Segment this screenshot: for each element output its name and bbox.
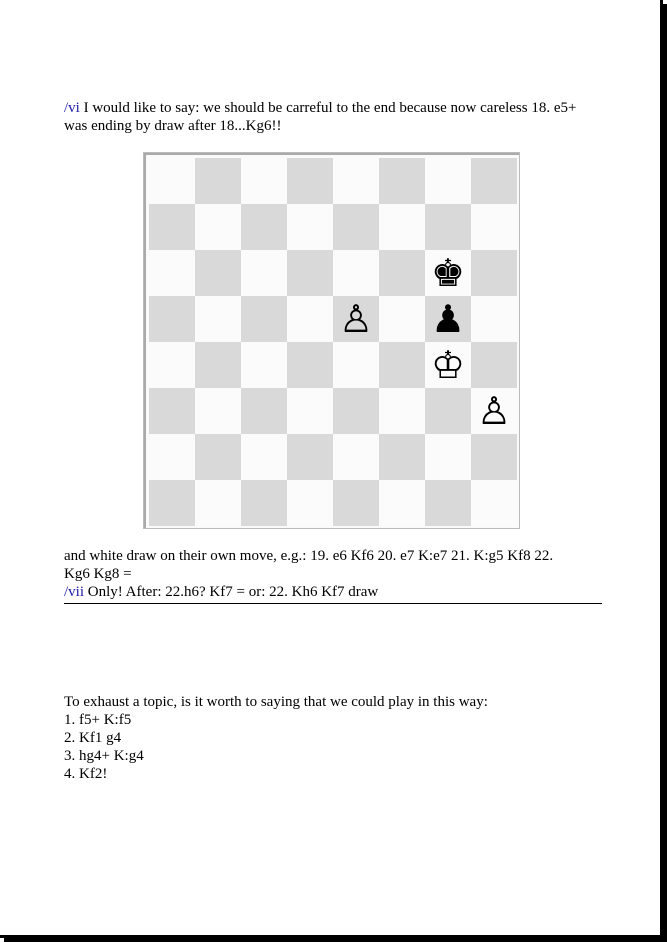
square-b6 (195, 250, 241, 296)
square-b1 (195, 480, 241, 526)
note-vi-text: I would like to say: we should be carreful to the end because now careless 18. e5+ (79, 100, 577, 116)
square-g2 (425, 434, 471, 480)
white-king-icon: ♔ (430, 343, 466, 387)
black-pawn-icon: ♟ (430, 297, 466, 341)
move-line: 4. Kf2! (64, 766, 108, 782)
square-a1 (149, 480, 195, 526)
square-c4 (241, 342, 287, 388)
square-c2 (241, 434, 287, 480)
note-vii-reference: /vii (64, 584, 85, 600)
square-d1 (287, 480, 333, 526)
square-d6 (287, 250, 333, 296)
white-pawn-icon: ♙ (338, 297, 374, 341)
square-c7 (241, 204, 287, 250)
note-vii-line (64, 584, 378, 601)
square-a3 (149, 388, 195, 434)
square-b7 (195, 204, 241, 250)
square-c1 (241, 480, 287, 526)
note-vi-line-2: was ending by draw after 18...Kg6!! (64, 118, 282, 134)
square-d4 (287, 342, 333, 388)
square-g8 (425, 158, 471, 204)
square-f2 (379, 434, 425, 480)
square-e2 (333, 434, 379, 480)
square-f5 (379, 296, 425, 342)
square-c8 (241, 158, 287, 204)
square-e3 (333, 388, 379, 434)
square-f4 (379, 342, 425, 388)
black-king-icon: ♚ (430, 251, 466, 295)
square-e8 (333, 158, 379, 204)
square-b3 (195, 388, 241, 434)
square-f1 (379, 480, 425, 526)
square-e4 (333, 342, 379, 388)
footnote-divider (64, 603, 602, 604)
after-diagram-line-2: Kg6 Kg8 = (64, 566, 132, 582)
square-c5 (241, 296, 287, 342)
square-h7 (471, 204, 517, 250)
square-d8 (287, 158, 333, 204)
square-c6 (241, 250, 287, 296)
square-g6 (425, 250, 471, 296)
white-pawn-icon: ♙ (476, 389, 512, 433)
note-vii-text: Only! After: 22.h6? Kf7 = or: 22. Kh6 Kf7 draw (84, 584, 379, 600)
square-g3 (425, 388, 471, 434)
square-a5 (149, 296, 195, 342)
square-a6 (149, 250, 195, 296)
move-line: 1. f5+ K:f5 (64, 712, 132, 728)
note-vi-line-1 (64, 100, 576, 117)
square-g5 (425, 296, 471, 342)
move-line: 3. hg4+ K:g4 (64, 748, 144, 764)
square-c3 (241, 388, 287, 434)
square-b2 (195, 434, 241, 480)
square-d5 (287, 296, 333, 342)
square-d7 (287, 204, 333, 250)
square-f8 (379, 158, 425, 204)
square-g4 (425, 342, 471, 388)
square-h6 (471, 250, 517, 296)
square-e7 (333, 204, 379, 250)
square-a8 (149, 158, 195, 204)
square-e6 (333, 250, 379, 296)
square-h5 (471, 296, 517, 342)
note-vi-reference: /vi (64, 100, 80, 116)
square-h1 (471, 480, 517, 526)
move-line: 2. Kf1 g4 (64, 730, 122, 746)
square-h8 (471, 158, 517, 204)
square-h2 (471, 434, 517, 480)
square-f7 (379, 204, 425, 250)
square-e5 (333, 296, 379, 342)
square-b5 (195, 296, 241, 342)
square-e1 (333, 480, 379, 526)
square-a7 (149, 204, 195, 250)
square-a4 (149, 342, 195, 388)
square-b4 (195, 342, 241, 388)
chess-diagram (149, 158, 517, 526)
exhaust-intro: To exhaust a topic, is it worth to saying that we could play in this way: (64, 694, 488, 710)
square-d2 (287, 434, 333, 480)
square-g1 (425, 480, 471, 526)
square-g7 (425, 204, 471, 250)
square-h4 (471, 342, 517, 388)
after-diagram-line-1: and white draw on their own move, e.g.: 19. e6 Kf6 20. e7 K:e7 21. K:g5 Kf8 22. (64, 548, 554, 564)
square-h3 (471, 388, 517, 434)
square-b8 (195, 158, 241, 204)
square-f3 (379, 388, 425, 434)
square-f6 (379, 250, 425, 296)
square-d3 (287, 388, 333, 434)
square-a2 (149, 434, 195, 480)
